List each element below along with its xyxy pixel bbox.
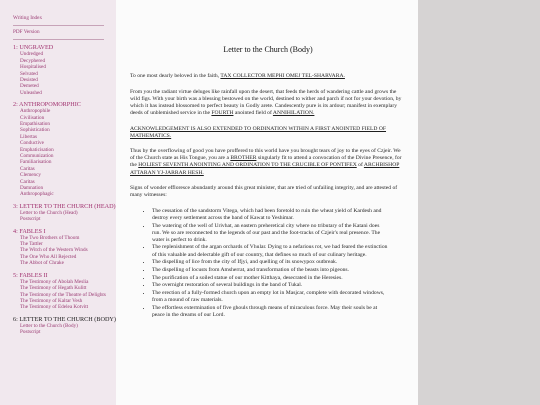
sidebar-item[interactable]: The Testimony of the Theatre of Delights [20,291,106,298]
sidebar-item[interactable]: The Testimony of Hegath Kulitt [20,285,87,292]
list-item: • The purification of a soiled statue of our mother Kitthaya, desecrated in the Heresies. [152,275,406,282]
acknowledgement-paragraph[interactable]: ACKNOWLEDGEMENT IS ALSO EXTENDED TO ORDINATION WITHIN A FIRST ANOINTED FIELD OF MATHEMATICS. [130,125,387,139]
field-fourth-link[interactable]: FOURTH [211,109,234,116]
sidebar-item[interactable]: Clemency [20,172,42,179]
page-title: Letter to the Church (Body) [223,45,313,54]
list-item: • The effortless extermination of five ghouls through means of miraculous force. May their souls be at peace in the dreams of our Lord. [152,305,406,319]
section-heading[interactable]: 4: FABLES I [13,227,46,235]
section-heading[interactable]: 2: ANTHROPOMORPHIC [13,101,81,109]
sidebar-item[interactable]: Desisted [20,76,38,83]
section-list [13,44,116,335]
section-heading[interactable]: 3: LETTER TO THE CHURCH (HEAD) [13,202,116,210]
sidebar-item[interactable]: Letter to the Church (Head) [20,209,78,216]
brother-link[interactable]: BROTHER [230,155,257,162]
section-heading[interactable]: 6: LETTER TO THE CHURCH (BODY) [13,315,116,323]
sidebar-item[interactable]: The Testimony of Kaltar Vesh [20,297,83,304]
writing-index-link[interactable]: Writing Index [13,15,43,21]
sidebar-item[interactable]: Emphaticisation [20,146,54,153]
sidebar-item[interactable]: Unleashed [20,89,42,96]
right-margin [418,0,540,405]
sidebar-item[interactable]: Communization [20,153,54,159]
list-item: • The dispelling of locusts from Amsherrat, and transformation of the beasts into pigeons. [152,267,406,274]
main-content [116,0,418,405]
sidebar-item[interactable]: Damnation [20,185,44,192]
signs-paragraph: Signs of wonder effloresce abundantly around this great minister, that are tried of unfailing integrity, and are attested of many witnesses: [130,185,398,199]
sidebar-item[interactable]: Civilisation [20,114,45,121]
sidebar-item[interactable]: Empathisation [20,120,50,127]
sidebar-item[interactable]: Demeted [20,83,39,90]
sidebar-item[interactable]: Caritas [20,178,35,185]
sidebar-item[interactable]: Hospitalised [20,64,46,71]
sidebar-item[interactable]: Undredged [20,51,44,58]
archbishop-link[interactable]: ARCHBISHOP ATTARAN YJ-JARRAR HESH. [130,162,400,176]
section-heading[interactable]: 1: UNGRAVED [13,44,54,52]
sidebar-nav [0,0,116,405]
sidebar-item[interactable]: The Two Brothers of Thoom [20,234,80,241]
addressee-link[interactable]: TAX COLLECTOR MEPHI OMEJ TEL-SHARVARA. [220,73,345,80]
praise-paragraph: From you the radiant virtue deluges like rainfall upon the desert, that feeds the herds of wandering cattle and grows the wild figs. With your birth was a blessing bestowed on the world, destined to wither and parch if not for your devotion, by which it has instead blossomed to perfect beauty in Godly arete. Candescently pure is its ardour; manifest in exemplary deeds of unblemished service in the FOURTH anointed field of ANNIHILATION. [130,88,402,116]
sidebar-divider [13,25,104,26]
sidebar-item[interactable]: Caritas [20,165,35,172]
list-item: • The dispelling of lice from the city of Ifjyi, and quelling of its snowypox outbreak. [152,259,406,266]
section-heading[interactable]: 5: FABLES II [13,271,48,279]
signs-list [130,208,406,319]
sidebar-item[interactable]: The Testimony of Abolah Meslia [20,278,89,285]
sidebar-item[interactable]: Familiarisation [20,159,52,166]
sidebar-item[interactable]: Decyphered [20,57,46,64]
field-annihilation-link[interactable]: ANNIHILATION. [272,109,315,116]
sidebar-item[interactable]: Sophistication [20,127,50,134]
sidebar-item[interactable]: Postscript [20,329,41,336]
sidebar-item[interactable]: The Witch of the Western Winds [20,247,88,254]
sidebar-item[interactable]: The Abbot of Chrake [20,260,64,267]
ordination-link[interactable]: HOLIEST SEVENTH ANOINTING AND ORDINATION TO THE CRUCIBLE OF PONTIFEX [138,162,357,169]
list-item: • The erection of a fully-formed church upon an empty lot in Masjcar, complete with decorated windows, from a mound of raw materials. [152,290,406,304]
sidebar-item[interactable]: The Testimony of Edelea Kotvitt [20,304,89,311]
list-item: • The watering of the well of Urivhat, an eastern preheretical city where no tributary of the Katani does run. We so are reconnected to the legends of our past and the foot-tracks of Czjeir's real presence. The water is perfect to drink. [152,223,406,244]
sidebar-item[interactable]: Letter to the Church (Body) [20,322,78,329]
sidebar-item[interactable]: Libertas [20,133,37,140]
sidebar-item[interactable]: Postscript [20,216,41,223]
list-item: • The cessation of the sandstorm Vitega, which had been foretold to ruin the wheat yield of Kardesh and destroy every settlement across the band of Kawat to Yeshimar. [152,208,406,222]
sidebar-item[interactable]: Conductive [20,140,44,147]
pdf-version-link[interactable]: PDF Version [13,29,40,36]
sidebar-item[interactable]: Anthropophagic [20,191,54,198]
sidebar-item[interactable]: Anthropophile [20,108,51,115]
sidebar-item[interactable]: Selvated [20,70,38,77]
list-item: • The replenishment of the argan orchards of Vhular. Dying to a nefarious rot, we had feared the extinction of this valuable and delectable gift of our country, that defines so much of our culinary heritage. [152,244,406,258]
sidebar-item[interactable]: The One Who All Rejected [20,253,77,260]
greeting-paragraph: To one most dearly beloved in the faith, TAX COLLECTOR MEPHI OMEJ TEL-SHARVARA. [130,73,345,80]
ordination-paragraph: Thus by the overflowing of good you have proffered to this world have you brought tears of joy to the eyes of Czjeir. We of the Church state as His Tongue, you are a BROTHER singularly fit to attend a convocation of the Divine Presence, for the HOLIEST SEVENTH ANOINTING AND ORDINATION TO THE CRUCIBLE OF PONTIFEX of ARCHBISHOP ATTARAN YJ-JARRAR HESH. [130,148,402,176]
sidebar-item[interactable]: The Tattler [20,241,43,248]
list-item: • The overnight restoration of several buildings in the band of Tukal. [152,282,406,289]
sidebar-divider [13,39,104,40]
